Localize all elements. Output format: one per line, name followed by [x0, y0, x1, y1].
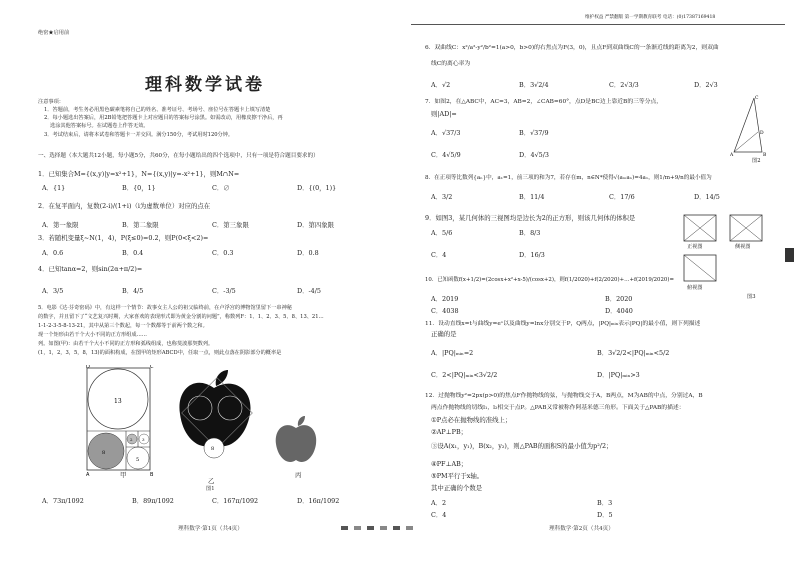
q7-opt-d: D．4√5/3 [519, 151, 549, 159]
q12-line-2: 两点作抛物线的切线l₁，l₂相交于点P。△PAB又常被称作阿基米德三角形。下面关于△PAB的描述： [431, 405, 685, 411]
confidential-label: 绝密★启用前 [38, 30, 70, 36]
figure-jia [86, 365, 166, 477]
q9-opt-d: D．16/3 [519, 251, 545, 259]
top-view [683, 254, 717, 282]
side-view [729, 214, 763, 242]
q12-line-1: 12．过抛物线y²=2px(p>0)的焦点F作抛物线的弦，与抛物线交于A，B两点，M为AB的中点，分别过A，B [425, 393, 703, 399]
fig-num-3: 3 [142, 437, 145, 442]
fig1-caption: 图1 [206, 486, 215, 492]
svg-text:C: C [150, 365, 154, 370]
q12-opt-b: B．3 [597, 499, 613, 507]
q3-opt-a: A．0.6 [42, 249, 64, 257]
svg-text:A: A [86, 472, 90, 477]
q3-stem: 3．若随机变量ξ~N(1，4)，P(ξ≤0)=0.2，则P(0<ξ<2)= [38, 234, 209, 242]
q7-opt-c: C．4√5/9 [431, 151, 461, 159]
q5-opt-d: D．16π/1092 [297, 497, 340, 505]
q8-opt-a: A．3/2 [431, 193, 453, 201]
fig2-label-a: A [730, 153, 734, 158]
q2-opt-b: B．第二象限 [122, 221, 159, 229]
q2-opt-d: D．第四象限 [297, 221, 335, 229]
fig2-label-b: B [763, 153, 767, 158]
fig-num-13: 13 [114, 398, 122, 405]
q1-opt-c: C．∅ [212, 184, 230, 192]
q4-opt-b: B．4/5 [122, 287, 144, 295]
q10-stem: 10．已知函数f(x+1/2)=(2cosx+x²+x-5)/(cosx+2)，则f(1/2020)+f(2/2020)+…+f(2019/2020)= [425, 277, 674, 283]
fig2-caption: 图2 [752, 158, 761, 164]
q8-opt-b: B．11/4 [519, 193, 545, 201]
page-thumb-3[interactable] [367, 526, 374, 530]
q1-opt-b: B．{0，1} [122, 184, 156, 192]
q5-line-2: 的数字，并且留下了“文艺复兴时期，大家喜欢的表现形式即为黄金分割的问题”，称数列F：1、1、2、3、5、8、13、21… [38, 314, 324, 320]
q7-stem-cont: 则|AD|= [431, 110, 457, 118]
q11-stem-cont: 正确的是 [431, 330, 457, 338]
q10-opt-d: D．4040 [605, 307, 633, 315]
notes-heading: 注意事项： [38, 99, 64, 105]
fig-num-8: 8 [102, 450, 106, 456]
q5-opt-c: C．167π/1092 [212, 497, 259, 505]
q7-opt-b: B．√37/9 [519, 129, 549, 137]
q11-opt-d: D．|PQ|ₘᵢₙ>3 [597, 371, 640, 379]
q12-line-5: ③设A(x₁，y₁)，B(x₂，y₂)，则△PAB的面积S的最小值为p²/2； [431, 442, 613, 450]
q11-opt-b: B．3√2/2<|PQ|ₘᵢₙ<5/2 [597, 349, 670, 357]
figure-2-triangle [730, 94, 770, 160]
q8-opt-c: C．17/6 [609, 193, 635, 201]
q9-opt-a: A．5/6 [431, 229, 453, 237]
q11-stem: 11．设动直线x=t与曲线y=eˣ以及曲线y=lnx分别交于P，Q两点，|PQ|ₘᵢₙ表示|PQ|的最小值，则下列描述 [425, 321, 701, 327]
q6-opt-a: A．√2 [431, 81, 451, 89]
page-thumb-1[interactable] [341, 526, 348, 530]
top-view-label: 俯视图 [687, 285, 703, 291]
side-view-label: 侧视图 [735, 244, 751, 250]
right-footer: 理科数学·第2页（共4页） [549, 526, 614, 532]
fig3-caption: 图3 [747, 294, 756, 300]
q5-line-3: 1-1-2-3-5-8-13-21，其中从第三个数起，每一个数都等于前两个数之和。 [38, 323, 208, 329]
svg-text:B: B [150, 472, 154, 477]
q10-opt-b: B．2020 [605, 295, 633, 303]
q7-stem: 7．如图2，在△ABC中，AC=3，AB=2，∠CAB=60°，点D是BC边上靠近B的三等分点， [425, 99, 663, 105]
note-3: 3．考试结束后，请将本试卷和答题卡一并交回。满分150分，考试用时120分钟。 [44, 132, 234, 138]
figure-yi [170, 368, 260, 468]
page-thumb-2[interactable] [354, 526, 361, 530]
q9-stem: 9．如图3，某几何体的三视图均是边长为2的正方形，则该几何体的体积是 [425, 214, 636, 222]
q2-opt-a: A．第一象限 [42, 221, 79, 229]
q4-opt-c: C．-3/5 [212, 287, 236, 295]
fig-label-bing: 丙 [295, 471, 302, 479]
note-1: 1．答题前，考生务必用黑色碳素笔将自己的姓名、准考证号、考场号、座位号在答题卡上填写清楚 [44, 107, 271, 113]
q4-opt-a: A．3/5 [42, 287, 64, 295]
fig-label-jia: 甲 [120, 471, 127, 479]
q12-opt-c: C．4 [431, 511, 447, 519]
section-1-heading: 一、选择题（本大题共12小题，每小题5分，共60分，在每小题给出的四个选项中，只有一项是符合题目要求的） [38, 153, 319, 159]
fig-num-2: 2 [130, 437, 133, 442]
figure-bing [274, 416, 320, 466]
q8-stem: 8．在正项等比数列{aₙ}中，a₁=1，前三项的和为7，若存在m，n∈N*使得√(aₘaₙ)=4a₁，则1/m+9/n的最小值为 [425, 175, 712, 181]
q11-opt-c: C．2<|PQ|ₘᵢₙ<3√2/2 [431, 371, 498, 379]
q3-opt-d: D．0.8 [297, 249, 319, 257]
q7-opt-a: A．√37/3 [431, 129, 461, 137]
q5-line-4: 现一个矩形由若干个大小不同的正方形组成…… [38, 332, 147, 338]
q9-opt-c: C．4 [431, 251, 447, 259]
q4-stem: 4．已知tanα=2，则sin(2α+π/2)= [38, 265, 143, 273]
q9-opt-b: B．8/3 [519, 229, 541, 237]
front-view-label: 正视图 [687, 244, 703, 250]
front-view [683, 214, 717, 242]
q12-line-3: ①P点必在抛物线的准线上； [431, 416, 512, 424]
q2-stem: 2．在复平面内，复数(2-i)/(1+i)（i为虚数单位）对应的点在 [38, 202, 211, 210]
side-scroll-tab[interactable] [785, 248, 794, 262]
q6-opt-d: D．2√3 [694, 81, 718, 89]
fig-num-5: 5 [136, 457, 140, 463]
right-page [397, 0, 794, 561]
q6-stem: 6．双曲线C：x²/a²-y²/b²=1(a>0，b>0)的右焦点为F(3，0)，且点F到双曲线C的一条渐近线的距离为2，则双曲 [425, 45, 719, 51]
fig-label-yi: 乙 [208, 477, 215, 485]
q5-line-6: (1，1，2，3，5，8，13)的面积构成，在图甲的矩形ABCD中，任取一点，则此点落在阴影部分的概率是 [38, 350, 282, 356]
fig2-label-c: C [755, 96, 759, 101]
note-2-cont: 选涂其他答案标号。在试题卷上作答无效。 [50, 123, 149, 129]
q5-opt-b: B．89π/1092 [132, 497, 174, 505]
fig2-label-d: D [760, 131, 764, 136]
q1-opt-d: D．{(0，1)} [297, 184, 337, 192]
q5-opt-a: A．73π/1092 [42, 497, 84, 505]
q3-opt-b: B．0.4 [122, 249, 144, 257]
right-header: 维护权益 严禁翻版 第一学期教育联考 电话：(0)17387169418 [585, 15, 716, 20]
q1-stem: 1．已知集合M={(x,y)|y=x²+1}，N={(x,y)|y=-x²+1}，则M∩N= [38, 170, 240, 178]
q12-line-6: ④PF⊥AB； [431, 460, 468, 468]
q11-opt-a: A．|PQ|ₘᵢₙ=2 [431, 349, 474, 357]
page-thumb-4[interactable] [380, 526, 387, 530]
left-footer: 理科数学·第1页（共4页） [178, 526, 243, 532]
q10-opt-a: A．2019 [431, 295, 459, 303]
q6-opt-b: B．3√2/4 [519, 81, 549, 89]
q12-line-8: 其中正确的个数是 [431, 484, 483, 492]
q2-opt-c: C．第三象限 [212, 221, 249, 229]
q5-line-5: 列。如图(甲)：由若干个大小不同的正方形和弧线组成，也称斐波那契数列。 [38, 341, 214, 347]
q3-opt-c: C．0.3 [212, 249, 234, 257]
q12-opt-d: D．5 [597, 511, 613, 519]
q6-stem-cont: 线C的离心率为 [431, 61, 471, 67]
svg-text:D: D [86, 365, 90, 370]
q10-opt-c: C．4038 [431, 307, 459, 315]
exam-title: 理科数学试卷 [145, 75, 265, 95]
svg-text:8: 8 [211, 446, 215, 452]
q4-opt-d: D．-4/5 [297, 287, 321, 295]
q12-opt-a: A．2 [431, 499, 447, 507]
q6-opt-c: C．2√3/3 [609, 81, 639, 89]
q1-opt-a: A．{1} [42, 184, 66, 192]
note-2: 2．每小题选出答案后，用2B铅笔把答题卡上对应题目的答案标号涂黑。如需改动，用橡皮擦干净后，再 [44, 115, 283, 121]
q8-opt-d: D．14/5 [694, 193, 720, 201]
q12-line-7: ⑤PM平行于x轴。 [431, 472, 484, 480]
q5-line-1: 5．电影《达·芬奇密码》中，有这样一个情节：故事女主人公的祖父临终前，在卢浮宫的博物馆里留下一串神秘 [38, 305, 292, 311]
q12-line-4: ②AP⊥PB； [431, 428, 468, 436]
